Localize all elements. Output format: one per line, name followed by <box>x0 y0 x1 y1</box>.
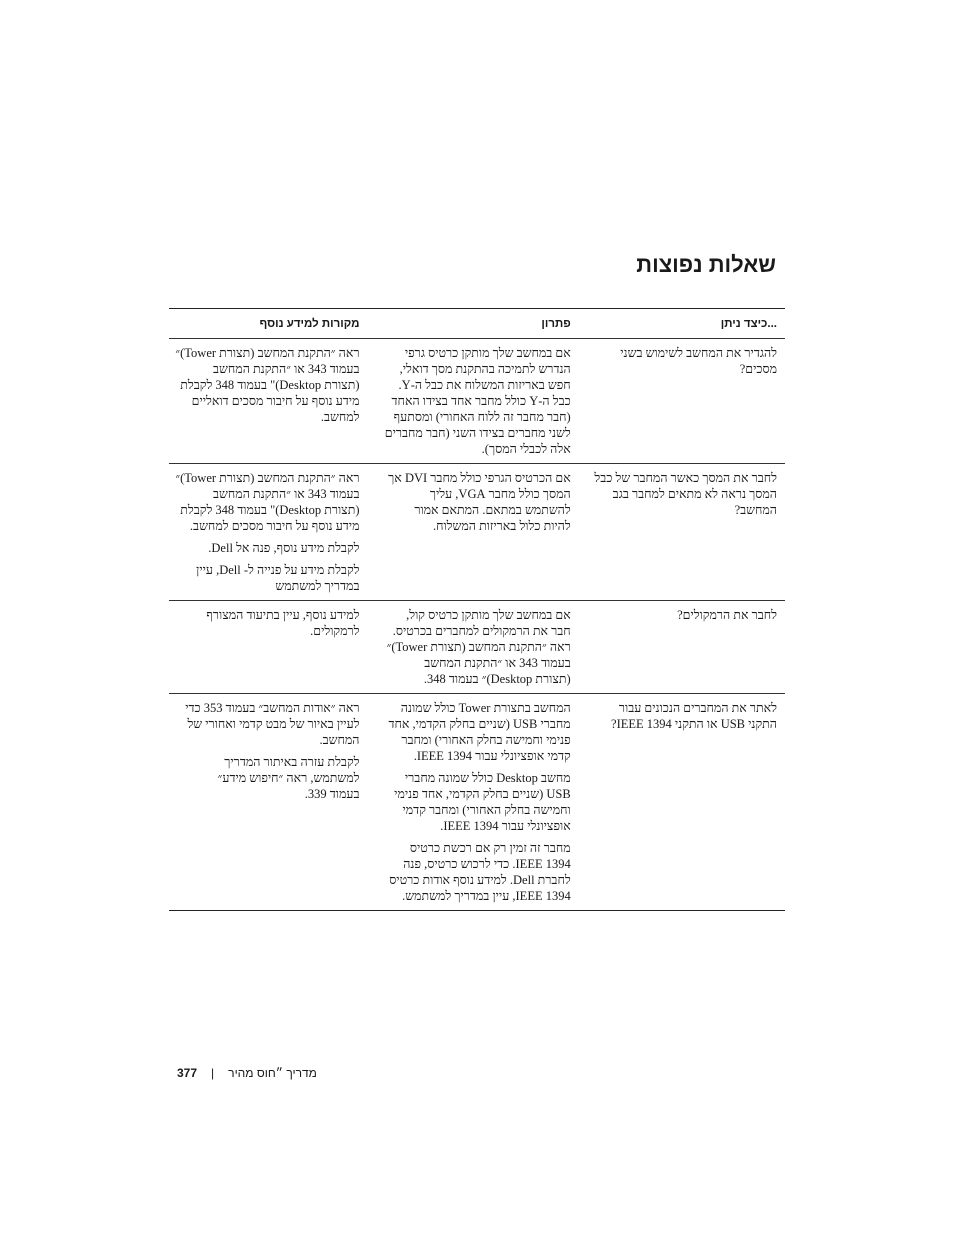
faq-table <box>169 308 785 911</box>
cell-paragraph: לחבר את הרמקולים? <box>677 608 777 622</box>
cell-solution <box>360 601 571 693</box>
cell-how <box>571 601 785 693</box>
cell-sources <box>169 464 360 600</box>
table-row <box>169 463 785 600</box>
cell-paragraph: המחשב בתצורת Tower כולל שמונה מחברי USB (שניים בחלק הקדמי, אחד פנימי וחמישה בחלק האחורי) ומחבר קדמי אופציונלי עבור IEEE 1394. <box>388 701 571 763</box>
cell-paragraph: לאתר את המחברים הנכונים עבור התקני USB או התקני IEEE 1394? <box>611 701 777 731</box>
cell-paragraph: לחבר את המסך כאשר המחבר של כבל המסך נראה לא מתאים למחבר בגב המחשב? <box>594 471 777 517</box>
cell-how <box>571 694 785 910</box>
table-row <box>169 600 785 693</box>
page-number: 377 <box>177 1066 198 1080</box>
page-footer <box>177 1066 317 1080</box>
cell-solution <box>360 464 571 600</box>
cell-paragraph: לקבלת מידע על פנייה ל- Dell, עיין במדריך למשתמש <box>196 563 360 593</box>
cell-how <box>571 339 785 463</box>
cell-paragraph: ראה ״התקנת המחשב (תצורת Tower)״ בעמוד 343 או ״התקנת המחשב (תצורת Desktop)" בעמוד 348 לקבלת מידע נוסף על חיבור מסכים למחשב. <box>175 471 360 533</box>
cell-sources <box>169 339 360 463</box>
cell-paragraph: להגדיר את המחשב לשימוש בשני מסכים? <box>620 346 777 376</box>
cell-sources <box>169 601 360 693</box>
cell-how <box>571 464 785 600</box>
table-row <box>169 693 785 910</box>
table-body <box>169 338 785 910</box>
cell-paragraph: ראה ״התקנת המחשב (תצורת Tower)״ בעמוד 343 או ״התקנת המחשב (תצורת Desktop)" בעמוד 348 לקבלת מידע נוסף על חיבור מסכים דואליים למחשב. <box>175 346 360 424</box>
cell-solution <box>360 694 571 910</box>
cell-solution <box>360 339 571 463</box>
cell-paragraph: מחבר זה זמין רק אם רכשת כרטיס IEEE 1394. כדי לרכוש כרטיס, פנה לחברת Dell. למידע נוסף אודות כרטיס IEEE 1394, עיין במדריך למשתמש. <box>389 841 571 903</box>
footer-separator: | <box>211 1066 215 1080</box>
table-header-row <box>169 309 785 338</box>
cell-paragraph: אם הכרטיס הגרפי כולל מחבר DVI אך המסך כולל מחבר VGA, עליך להשתמש במתאם. המתאם אמור להיות כלול באריזות המשלוח. <box>388 471 571 533</box>
header-solution: פתרון <box>541 318 571 330</box>
header-how: ...כיצד ניתן <box>720 318 777 330</box>
cell-paragraph: לקבלת מידע נוסף, פנה אל Dell. <box>208 541 360 555</box>
cell-paragraph: לקבלת עזרה באיתור המדריך למשתמש, ראה ״חיפוש מידע״ בעמוד 339. <box>217 755 360 801</box>
cell-paragraph: למידע נוסף, עיין בתיעוד המצורף לרמקולים. <box>206 608 360 638</box>
header-sources: מקורות למידע נוסף <box>259 318 360 330</box>
footer-text: מדריך ״חוס מהיר <box>228 1066 317 1080</box>
table-row <box>169 338 785 463</box>
page-title: שאלות נפוצות <box>636 252 776 277</box>
cell-paragraph: אם במחשב שלך מותקן כרטיס קול, חבר את הרמקולים למחברים בכרטיס. ראה ״התקנת המחשב (תצורת Tower)״ בעמוד 343 או ״התקנת המחשב (תצורת Desktop)״ בעמוד 348. <box>386 608 571 686</box>
cell-sources <box>169 694 360 910</box>
cell-paragraph: אם במחשב שלך מותקן כרטיס גרפי הנדרש לתמיכה בהתקנת מסך דואלי, חפש באריזות המשלוח את כבל ה-Y. כבל ה-Y כולל מחבר אחד בצידו האחד (חבר מחבר זה ללוח האחורי) ומסתעף לשני מחברים בצידו השני (חבר מחברים אלה לכבלי המסך). <box>384 346 571 456</box>
cell-paragraph: ראה ״אודות המחשב״ בעמוד 353 כדי לעיין באיור של מבט קדמי ואחורי של המחשב. <box>185 701 360 747</box>
cell-paragraph: מחשב Desktop כולל שמונה מחברי USB (שניים בחלק הקדמי, אחד פנימי וחמישה בחלק האחורי) ומחבר קדמי אופציונלי עבור IEEE 1394. <box>394 771 571 833</box>
